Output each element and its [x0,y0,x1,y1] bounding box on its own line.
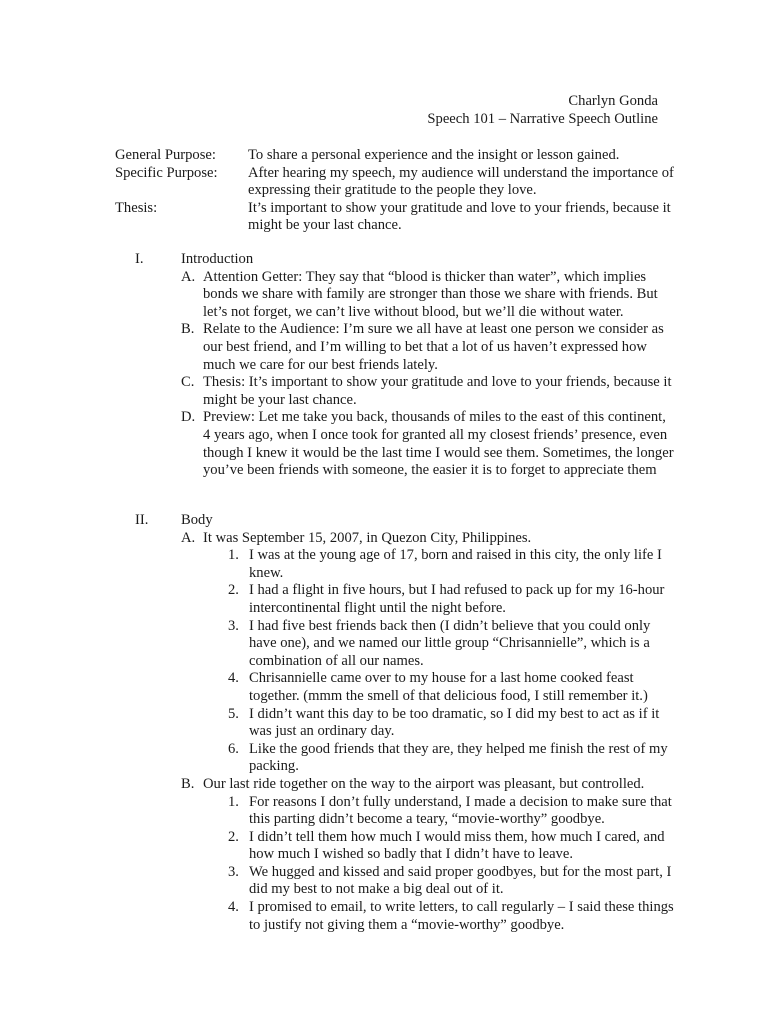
author-name: Charlyn Gonda [568,93,658,109]
introduction-items [181,269,675,480]
item-marker: B. [181,775,195,792]
thesis-label: Thesis: [115,199,158,216]
section-numeral: I. [135,251,144,267]
introduction-heading [115,251,675,269]
item-marker: D. [181,409,196,426]
subitem-text: I had five best friends back then (I didn’t believe that you could only have one), and we named our little group “Chrisannielle”, which is a combination of all our names. [249,617,651,669]
subitem-marker: 5. [228,705,239,722]
section-title: Body [181,512,213,528]
outline-item [181,530,675,548]
item-marker: B. [181,321,195,338]
specific-purpose-text: After hearing my speech, my audience will understand the importance of expressing their gratitude to the people they love. [248,164,674,199]
subitem-text: For reasons I don’t fully understand, I made a decision to make sure that this parting didn’t become a teary, “movie-worthy” goodbye. [249,793,672,828]
item-text: It was September 15, 2007, in Quezon City, Philippines. [203,529,532,546]
specific-purpose-row [115,165,675,200]
outline-item [181,409,675,479]
outline-subitem [228,582,675,617]
subitem-marker: 6. [228,740,239,757]
general-purpose-label: General Purpose: [115,147,216,163]
introduction-section [115,251,675,480]
thesis-row [115,200,675,235]
outline-item [181,776,675,794]
body-subsection-b [181,776,675,794]
body-section [115,512,675,934]
outline-item [181,269,675,322]
outline-subitem [228,706,675,741]
outline-subitem [228,741,675,776]
subitem-text: Chrisannielle came over to my house for a last home cooked feast together. (mmm the smell of that delicious food, I still remember it.) [249,670,648,704]
outline-item [181,321,675,374]
subitem-text: I had a flight in five hours, but I had refused to pack up for my 16-hour intercontinental flight until the night before. [249,582,665,616]
subitem-text: We hugged and kissed and said proper goodbyes, but for the most part, I did my best to not make a big deal out of it. [249,863,672,898]
item-text: Relate to the Audience: I’m sure we all have at least one person we consider as our best friend, and I’m willing to bet that a lot of us haven’t expressed how much we care for our best friends lately. [203,321,664,373]
subitem-marker: 3. [228,863,239,880]
body-b-subitems [228,794,675,935]
item-text: Our last ride together on the way to the airport was pleasant, but controlled. [203,775,645,792]
subitem-text: Like the good friends that they are, they helped me finish the rest of my packing. [249,740,668,775]
subitem-marker: 3. [228,617,239,634]
item-marker: C. [181,374,195,391]
specific-purpose-label: Specific Purpose: [115,164,218,181]
document-header [427,93,658,128]
item-text: Attention Getter: They say that “blood is thicker than water”, which implies bonds we share with family are stronger than those we share with friends. But let’s not forget, we can’t live without blood, but we’ll die without water. [203,268,658,320]
section-numeral: II. [135,512,149,528]
outline-subitem [228,794,675,829]
purpose-block [115,147,675,235]
body-subsection-a [181,530,675,548]
body-heading [115,512,675,530]
subitem-text: I promised to email, to write letters, to call regularly – I said these things to justify not giving them a “movie-worthy” goodbye. [249,899,674,933]
subitem-text: I didn’t want this day to be too dramatic, so I did my best to act as if it was just an ordinary day. [249,705,660,740]
body-a-subitems [228,547,675,776]
subitem-marker: 4. [228,670,239,687]
subitem-marker: 2. [228,828,239,845]
section-title: Introduction [181,251,254,267]
outline-item [181,374,675,409]
course-title: Speech 101 – Narrative Speech Outline [427,110,658,127]
outline-subitem [228,864,675,899]
item-text: Preview: Let me take you back, thousands of miles to the east of this continent, 4 years ago, when I once took for granted all my closest friends’ presence, even though I knew it would be the last time I would see them. Sometimes, the longer you’ve been friends with someone, the easier it is to forget to appreciate them [203,409,674,479]
outline-subitem [228,670,675,705]
item-marker: A. [181,529,196,546]
item-text: Thesis: It’s important to show your gratitude and love to your friends, because it might be your last chance. [203,374,672,408]
subitem-marker: 1. [228,793,239,810]
outline-subitem [228,829,675,864]
subitem-marker: 2. [228,582,239,599]
subitem-marker: 1. [228,547,239,564]
outline-subitem [228,618,675,671]
subitem-marker: 4. [228,899,239,916]
item-marker: A. [181,268,196,285]
subitem-text: I didn’t tell them how much I would miss them, how much I cared, and how much I wished so badly that I didn’t have to leave. [249,828,665,863]
subitem-text: I was at the young age of 17, born and raised in this city, the only life I knew. [249,547,662,581]
thesis-text: It’s important to show your gratitude and love to your friends, because it might be your last chance. [248,199,671,234]
outline-subitem [228,547,675,582]
outline-subitem [228,899,675,934]
general-purpose-row [115,147,675,165]
general-purpose-text: To share a personal experience and the insight or lesson gained. [248,147,620,163]
